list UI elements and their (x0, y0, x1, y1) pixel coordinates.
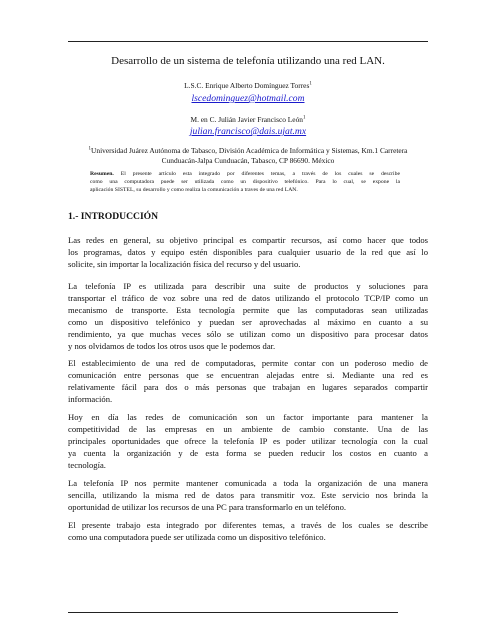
paragraph-2: La telefonía IP es utilizada para describir una suite de productos y soluciones para transportar el tráfico de voz sobre una red de datos utilizando el protocolo TCP/IP como un mecanismo de transporte. Esta tecnología permite que las computadoras sean utilizadas como un dispositivo telefónico y puedan ser aprovechadas al máximo en cuanto a su rendimiento, ya que muchas veces sólo se utilizan como un dispositivo para procesar datos y nos olvidamos de todos los otros usos que le podemos dar. (68, 281, 428, 351)
paragraph-5: La telefonía IP nos permite mantener comunicada a toda la organización de una manera sencilla, utilizando la misma red de datos para transmitir voz. Este servicio nos brinda la oportunidad de utilizar los recursos de una PC para transformarlo en un teléfono. (68, 478, 428, 512)
paper-title: Desarrollo de un sistema de telefonía utilizando una red LAN. (111, 55, 385, 67)
abstract-label: Resumen. (90, 171, 114, 177)
top-rule (68, 41, 428, 42)
paragraph-1: Las redes en general, su objetivo principal es compartir recursos, así como hacer que todos los programas, datos y equipo estén disponibles para cualquier usuario de la red que así lo solicite, sin importar la localización física del recurso y del usuario. (68, 235, 428, 269)
paragraph-3: El establecimiento de una red de computadoras, permite contar con un poderoso medio de comunicación entre personas que se encuentran alejadas entre si. Mediante una red es relativamente fácil para dos o más personas que trabajan en lugares separados compartir información. (68, 358, 428, 404)
abstract: Resumen. El presente artículo esta integrado por diferentes temas, a través de los cuales se describe como una computadora puede ser utilizada como un dispositivo telefónico. Para lo cual, se expone la aplicación SISTEL, su desarrollo y como realiza la comunicación a traves de una red LAN. (90, 171, 400, 193)
paragraph-6: El presente trabajo esta integrado por diferentes temas, a través de los cuales se describe como una computadora puede ser utilizada como un dispositivo telefónico. (68, 520, 428, 542)
affiliation: $^1$Universidad Juárez Autónoma de Tabasco, División Académica de Informática y Sistemas, Km.1 Carretera Cunduacán-Jalpa Cunduacán, Tabasco, CP 86690. México (88, 146, 408, 165)
section-heading: 1.- INTRODUCCIÓN (68, 211, 159, 222)
author-2-email[interactable]: julian.francisco@dais.ujat.mx (189, 126, 307, 137)
author-1-email[interactable]: lscedominguez@hotmail.com (191, 93, 305, 104)
author-1-name: L.S.C. Enrique Alberto Domínguez Torres$^1$ (184, 81, 312, 90)
bottom-rule (68, 612, 398, 613)
author-2-name: M. en C. Julián Javier Francisco León$^1$ (190, 115, 306, 124)
paragraph-4: Hoy en día las redes de comunicación son un factor importante para mantener la competitividad de las empresas en un ambiente de cambio constante. Una de las principales oportunidades que ofrece la telefonía IP es poder utilizar tecnología con la cual ya cuenta la organización y de esta forma se pueden reducir los costos en cuanto a tecnología. (68, 412, 428, 470)
